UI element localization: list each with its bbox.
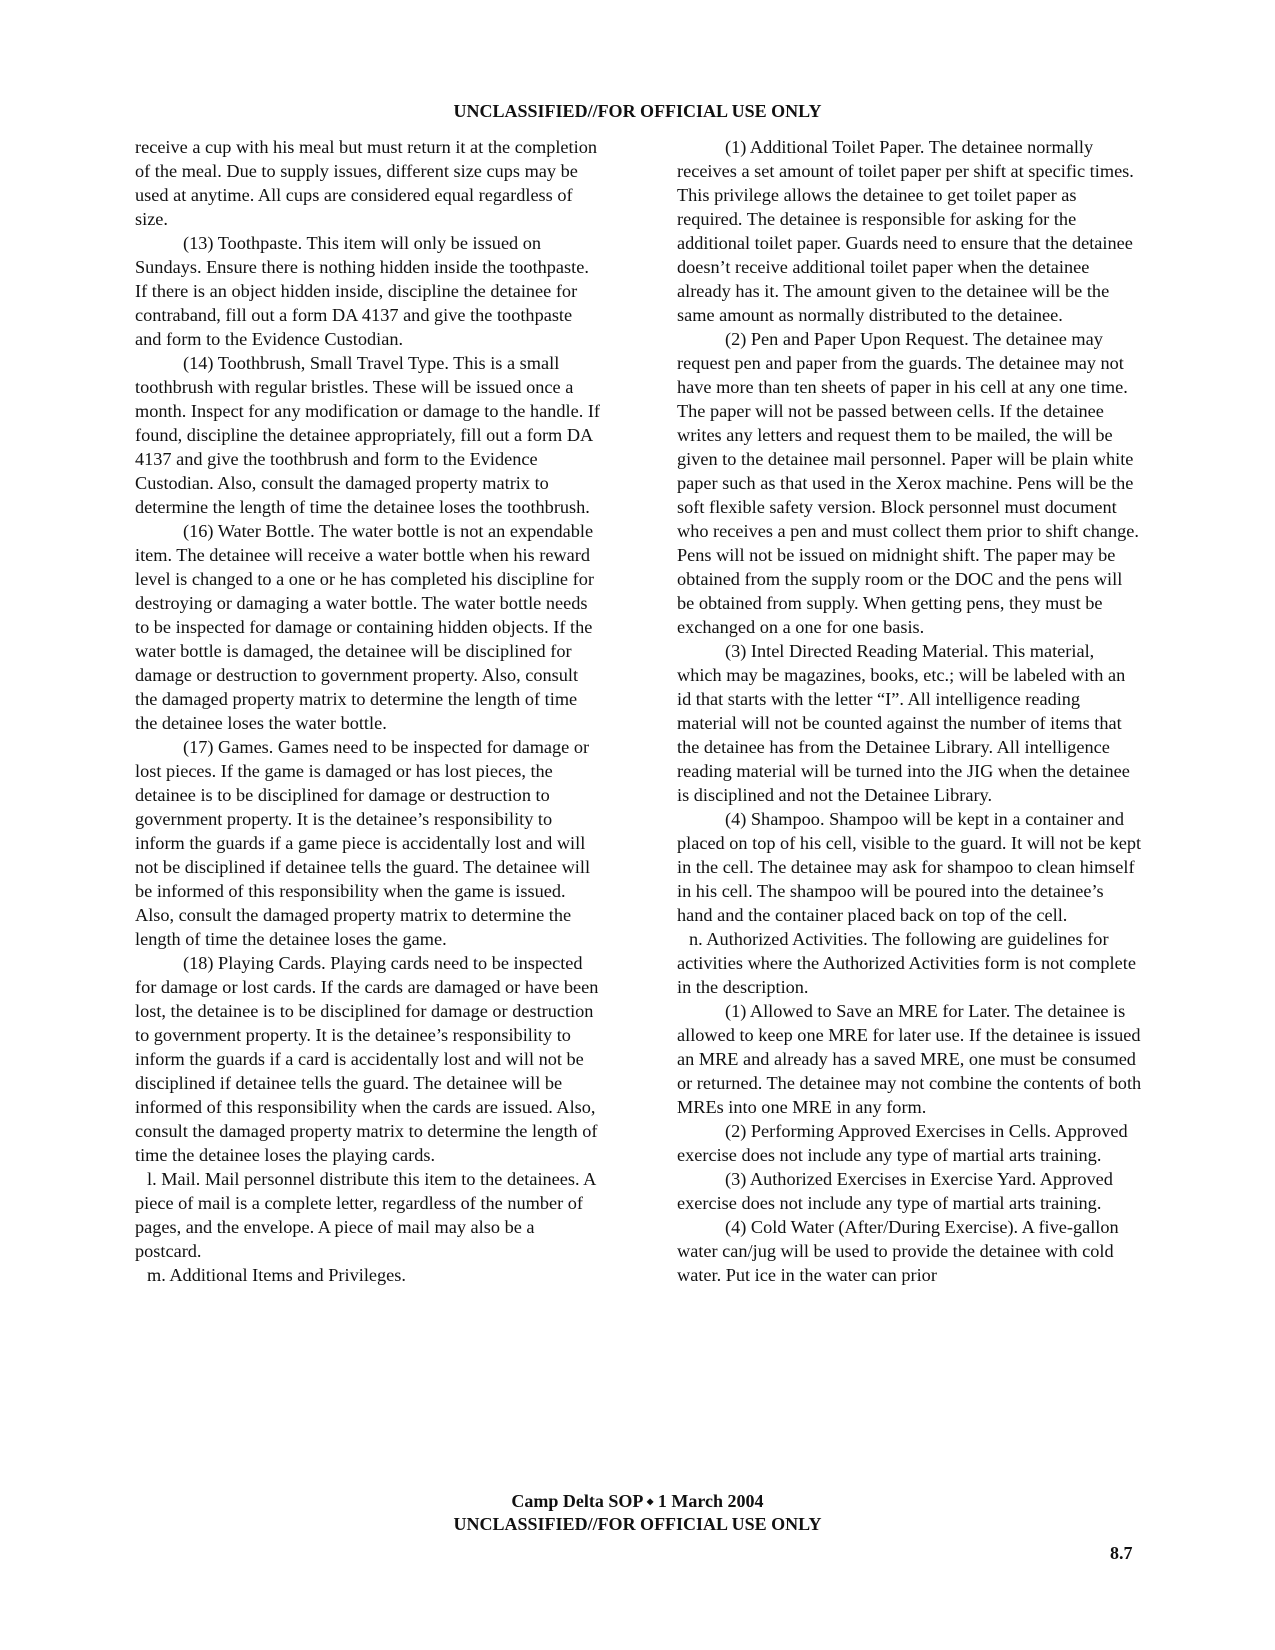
paragraph: (14) Toothbrush, Small Travel Type. This is a small toothbrush with regular bristles. These will be issued once a month. Inspect for any modification or damage to the handle. If found, discipline the detainee appropriately, fill out a form DA 4137 and give the toothbrush and form to the Evidence Custodian. Also, consult the damaged property matrix to determine the length of time the detainee loses the toothbrush. (135, 353, 601, 517)
paragraph: (18) Playing Cards. Playing cards need to be inspected for damage or lost cards. If the cards are damaged or have been lost, the detainee is to be disciplined for damage or destruction to government property. It is the detainee’s responsibility to inform the guards if a card is accidentally lost and will not be disciplined if detainee tells the guard. The detainee will be informed of this responsibility when the cards are issued. Also, consult the damaged property matrix to determine the length of time the detainee loses the playing cards. (135, 953, 599, 1165)
paragraph: l. Mail. Mail personnel distribute this item to the detainees. A piece of mail is a complete letter, regardless of the number of pages, and the envelope. A piece of mail may also be a postcard. (135, 1169, 596, 1261)
page-number: 8.7 (1110, 1543, 1133, 1563)
paragraph: (4) Cold Water (After/During Exercise). A five-gallon water can/jug will be used to provide the detainee with cold water. Put ice in the water can prior (677, 1217, 1119, 1285)
footer-title: Camp Delta SOP ⬩ 1 March 2004 (511, 1491, 764, 1511)
paragraph: (17) Games. Games need to be inspected for damage or lost pieces. If the game is damaged or has lost pieces, the detainee is to be disciplined for damage or destruction to government property. It is the detainee’s responsibility to inform the guards if a game piece is accidentally lost and will not be disciplined if detainee tells the guard. The detainee will be informed of this responsibility when the game is issued. Also, consult the damaged property matrix to determine the length of time the detainee loses the game. (135, 737, 591, 949)
paragraph: (16) Water Bottle. The water bottle is not an expendable item. The detainee will receive a water bottle when his reward level is changed to a one or he has completed his discipline for destroying or damaging a water bottle. The water bottle needs to be inspected for damage or containing hidden objects. If the water bottle is damaged, the detainee will be disciplined for damage or destruction to government property. Also, consult the damaged property matrix to determine the length of time the detainee loses the water bottle. (135, 521, 594, 733)
left-column (135, 135, 600, 1287)
paragraph: (3) Intel Directed Reading Material. This material, which may be magazines, books, etc.; will be labeled with an id that starts with the letter “I”. All intelligence reading material will not be counted against the number of items that the detainee has from the Detainee Library. All intelligence reading material will be turned into the JIG when the detainee is disciplined and not the Detainee Library. (677, 641, 1130, 805)
paragraph: m. Additional Items and Privileges. (147, 1265, 406, 1285)
paragraph: n. Authorized Activities. The following are guidelines for activities where the Authorized Activities form is not complete in the description. (677, 929, 1136, 997)
paragraph: (2) Pen and Paper Upon Request. The detainee may request pen and paper from the guards. The detainee may not have more than ten sheets of paper in his cell at any one time. The paper will not be passed between cells. If the detainee writes any letters and request them to be mailed, the will be given to the detainee mail personnel. Paper will be plain white paper such as that used in the Xerox machine. Pens will be the soft flexible safety version. Block personnel must document who receives a pen and must collect them prior to shift change. Pens will not be issued on midnight shift. The paper may be obtained from the supply room or the DOC and the pens will be obtained from supply. When getting pens, they must be exchanged on a one for one basis. (677, 329, 1139, 637)
paragraph: (2) Performing Approved Exercises in Cells. Approved exercise does not include any type of martial arts training. (677, 1121, 1128, 1165)
header-classification: UNCLASSIFIED//FOR OFFICIAL USE ONLY (453, 101, 822, 121)
paragraph: (4) Shampoo. Shampoo will be kept in a container and placed on top of his cell, visible to the guard. It will not be kept in the cell. The detainee may ask for shampoo to clean himself in his cell. The shampoo will be poured into the detainee’s hand and the container placed back on top of the cell. (677, 809, 1142, 925)
paragraph: receive a cup with his meal but must return it at the completion of the meal. Due to supply issues, different size cups may be used at anytime. All cups are considered equal regardless of size. (135, 137, 597, 229)
right-column (677, 135, 1142, 1287)
footer-classification: UNCLASSIFIED//FOR OFFICIAL USE ONLY (453, 1514, 822, 1534)
paragraph: (13) Toothpaste. This item will only be issued on Sundays. Ensure there is nothing hidden inside the toothpaste. If there is an object hidden inside, discipline the detainee for contraband, fill out a form DA 4137 and give the toothpaste and form to the Evidence Custodian. (135, 233, 589, 349)
footer (0, 1490, 1275, 1536)
paragraph: (3) Authorized Exercises in Exercise Yard. Approved exercise does not include any type of martial arts training. (677, 1169, 1113, 1213)
paragraph: (1) Allowed to Save an MRE for Later. The detainee is allowed to keep one MRE for later use. If the detainee is issued an MRE and already has a saved MRE, one must be consumed or returned. The detainee may not combine the contents of both MREs into one MRE in any form. (677, 1001, 1142, 1117)
paragraph: (1) Additional Toilet Paper. The detainee normally receives a set amount of toilet paper per shift at specific times. This privilege allows the detainee to get toilet paper as required. The detainee is responsible for asking for the additional toilet paper. Guards need to ensure that the detainee doesn’t receive additional toilet paper when the detainee already has it. The amount given to the detainee will be the same amount as normally distributed to the detainee. (677, 137, 1134, 325)
